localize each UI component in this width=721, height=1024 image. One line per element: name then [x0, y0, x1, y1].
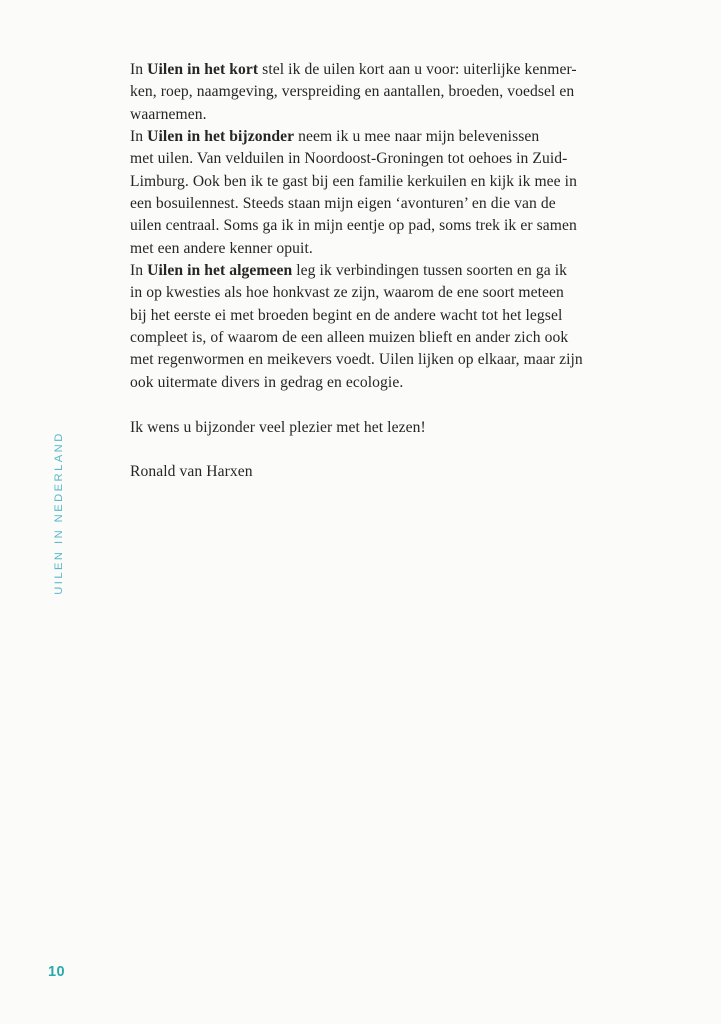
para-uilen-in-het-algemeen: [130, 260, 602, 394]
section-title-emphasis: Uilen in het kort: [147, 61, 259, 78]
text-line: bij het eerste ei met broeden begint en de andere wacht tot het legsel: [130, 306, 563, 324]
text-line: waarnemen.: [130, 105, 207, 123]
text-line: Ronald van Harxen: [130, 463, 253, 481]
page-number: 10: [48, 964, 65, 980]
para-uilen-in-het-kort: [130, 59, 602, 126]
text-line: In Uilen in het algemeen leg ik verbindingen tussen soorten en ga ik: [130, 262, 568, 280]
text-line: uilen centraal. Soms ga ik in mijn eentje op pad, soms trek ik er samen: [130, 217, 577, 235]
text-line: met regenwormen en meikevers voedt. Uilen lijken op elkaar, maar zijn: [130, 351, 583, 369]
section-title-emphasis: Uilen in het bijzonder: [147, 128, 295, 146]
text-line: compleet is, of waarom de een alleen muizen blieft en ander zich ook: [130, 329, 569, 347]
text-line: met een andere kenner opuit.: [130, 239, 313, 257]
text-line: ken, roep, naamgeving, verspreiding en aantallen, broeden, voedsel en: [130, 83, 575, 101]
text-line: Ik wens u bijzonder veel plezier met het lezen!: [130, 418, 426, 436]
body-text-column: [130, 59, 602, 484]
section-title-emphasis: Uilen in het algemeen: [147, 262, 293, 280]
side-rail: [0, 0, 120, 1024]
running-head-label: UILEN IN NEDERLAND: [53, 431, 65, 595]
para-uilen-in-het-bijzonder: [130, 126, 602, 260]
text-line: In Uilen in het kort stel ik de uilen kort aan u voor: uiterlijke kenmer-: [130, 61, 577, 78]
text-line: een bosuilennest. Steeds staan mijn eigen ‘avonturen’ en die van de: [130, 195, 556, 213]
text-line: In Uilen in het bijzonder neem ik u mee naar mijn belevenissen: [130, 128, 540, 146]
text-line: Limburg. Ook ben ik te gast bij een familie kerkuilen en kijk ik mee in: [130, 172, 577, 190]
para-signature: [130, 461, 602, 483]
text-line: in op kwesties als hoe honkvast ze zijn, waarom de ene soort meteen: [130, 284, 564, 302]
text-line: ook uitermate divers in gedrag en ecologie.: [130, 373, 404, 391]
text-line: met uilen. Van velduilen in Noordoost-Groningen tot oehoes in Zuid-: [130, 150, 568, 168]
para-closing-wish: [130, 417, 602, 439]
